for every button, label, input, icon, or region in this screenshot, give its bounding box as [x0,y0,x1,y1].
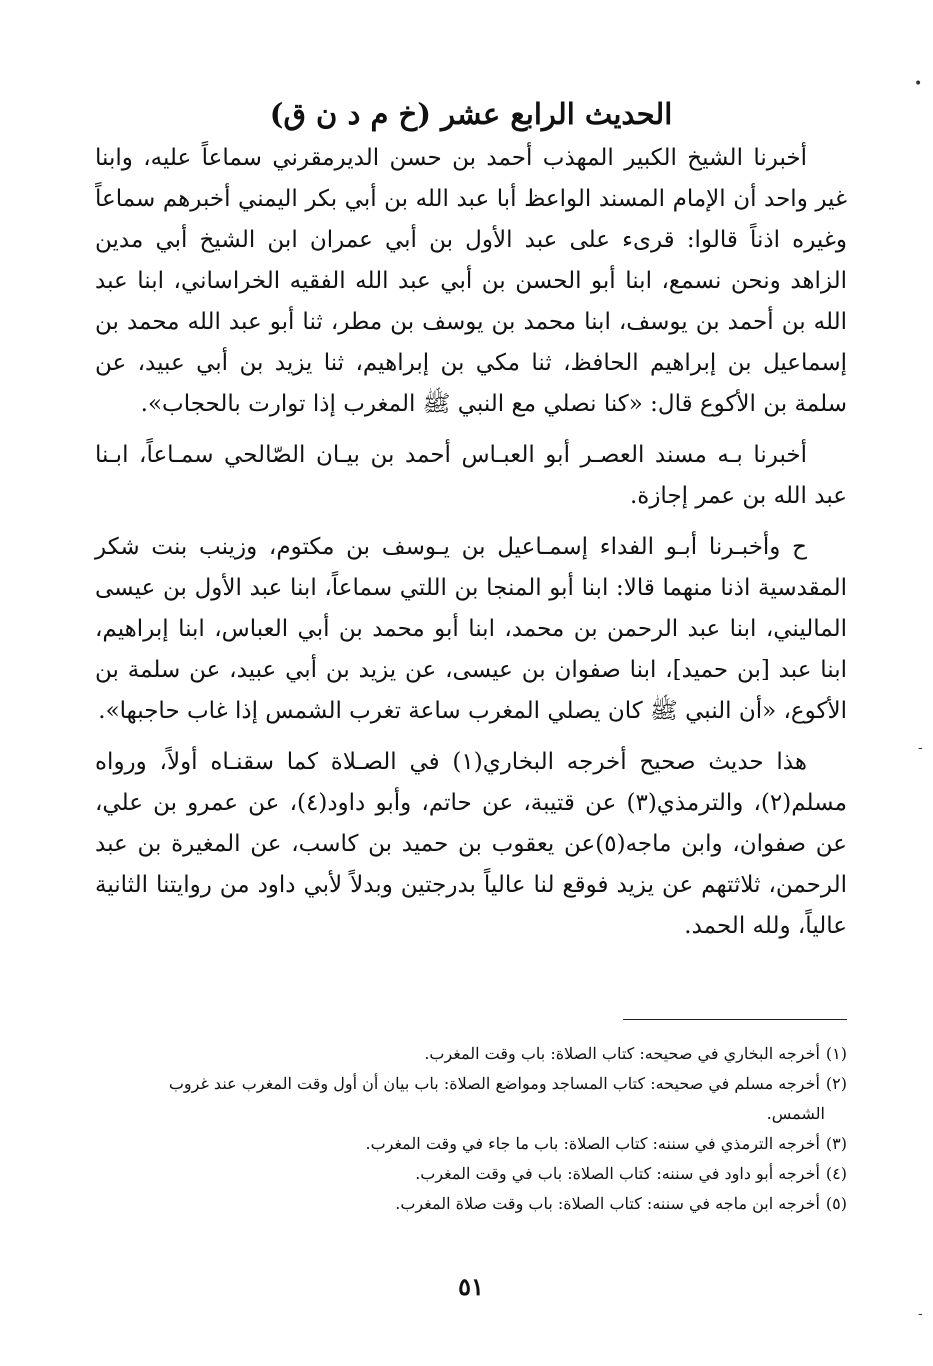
footnote-text: أخرجه ابن ماجه في سننه: كتاب الصلاة: باب وقت صلاة المغرب. [395,1194,820,1213]
paragraph-isnad-3: ح وأخبـرنا أبـو الفداء إسمـاعيل بن يـوسف بن مكتوم، وزينب بنت شكر المقدسية اذنا منهما قالا: ابنا أبو المنجا بن اللتي سماعاً، ابنا عبد الأول بن عيسى الماليني، ابنا عبد الرحمن بن محمد، ابنا أبو محمد بن أبي العباس، ابنا إبراهيم، ابنا عبد [بن حميد]، ابنا صفوان بن عيسى، عن يزيد بن أبي عبيد، عن سلمة بن الأكوع، «أن النبي ﷺ كان يصلي المغرب ساعة تغرب الشمس إذا غاب حاجبها». [95,534,847,724]
footnote-4 [95,1159,847,1189]
footnote-number: (١) [825,1044,847,1063]
footnote-1 [95,1039,847,1069]
footnote-2 [95,1069,847,1099]
paragraph-commentary: هذا حديث صحيح أخرجه البخاري(١) في الصـلاة كما سقنـاه أولاً، ورواه مسلم(٢)، والترمذي(٣) عن قتيبة، عن حاتم، وأبو داود(٤)، عن عمرو بن علي، عن صفوان، وابن ماجه(٥)عن يعقوب بن حميد بن كاسب، عن المغيرة بن عبد الرحمن، ثلاثتهم عن يزيد فوقع لنا عالياً بدرجتين وبدلاً لأبي داود من روايتنا الثانية عالياً، ولله الحمد. [95,749,847,939]
footnote-text: أخرجه أبو داود في سننه: كتاب الصلاة: باب في وقت المغرب. [415,1164,820,1183]
footnote-separator [623,1019,847,1020]
footnotes [95,1039,847,1219]
footnote-2-continuation: الشمس. [766,1104,825,1123]
paragraph-isnad-1: أخبرنا الشيخ الكبير المهذب أحمد بن حسن الديرمقرني سماعاً عليه، وابنا غير واحد أن الإمام المسند الواعظ أبا عبد الله بن أبي بكر اليمني أخبرهم سماعاً وغيره اذناً قالوا: قرىء على عبد الأول بن أبي عمران ابن الشيخ أبي مدين الزاهد ونحن نسمع، ابنا أبو الحسن بن أبي عبد الله الفقيه الخراساني، ابنا عبد الله بن أحمد بن يوسف، ابنا محمد بن يوسف بن مطر، ثنا أبو عبد الله محمد بن إسماعيل بن إبراهيم الحافظ، ثنا مكي بن إبراهيم، ثنا يزيد بن أبي عبيد، عن سلمة بن الأكوع قال: «كنا نصلي مع النبي ﷺ المغرب إذا توارت بالحجاب». [95,145,847,417]
margin-dash-mark: - [918,740,923,756]
footnote-text: أخرجه البخاري في صحيحه: كتاب الصلاة: باب وقت المغرب. [424,1044,820,1063]
footnote-text: أخرجه مسلم في صحيحه: كتاب المساجد ومواضع الصلاة: باب بيان أن أول وقت المغرب عند غروب [168,1074,820,1093]
hadith-title: الحديث الرابع عشر (خ م د ن ق) [269,97,673,131]
footnote-5 [95,1189,847,1219]
page-number: ٥١ [458,1272,484,1301]
footnote-text: أخرجه الترمذي في سننه: كتاب الصلاة: باب ما جاء في وقت المغرب. [365,1134,820,1153]
margin-dash-mark-bottom: - [918,1306,923,1322]
paragraph-isnad-2: أخبرنا بـه مسند العصـر أبو العبـاس أحمد بن بيـان الصّالحي سمـاعاً، ابـنا عبد الله بن عمر إجازة. [95,442,847,509]
book-page [95,92,847,1322]
footnote-3 [95,1129,847,1159]
footnote-number: (٥) [825,1194,847,1213]
footnote-number: (٢) [825,1074,847,1093]
footnote-number: (٤) [825,1164,847,1183]
margin-dot-mark: • [914,76,923,92]
footnote-number: (٣) [825,1134,847,1153]
